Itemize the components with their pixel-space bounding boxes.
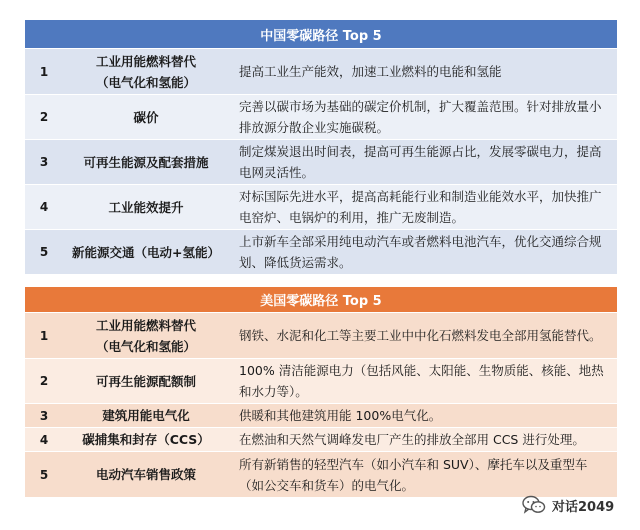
row-number: 2 [25,95,63,140]
pathway-name-line2: （电气化和氢能） [95,338,196,354]
pathway-name-line2: （电气化和氢能） [95,74,196,90]
pathway-name [63,49,229,95]
pathway-description: 供暖和其他建筑用能 100%电气化。 [229,404,617,428]
pathway-name: 碳捕集和封存（CCS） [63,428,229,452]
row-number: 1 [25,313,63,359]
watermark [522,492,632,518]
pathway-name: 电动汽车销售政策 [63,452,229,498]
pathway-name: 可再生能源配额制 [63,359,229,404]
china-table-title-row [25,20,617,49]
pathway-name: 建筑用能电气化 [63,404,229,428]
table-row [25,185,617,230]
table-row [25,230,617,275]
pathway-description: 完善以碳市场为基础的碳定价机制，扩大覆盖范围。针对排放量小排放源分散企业实施碳税。 [229,95,617,140]
row-number: 4 [25,185,63,230]
table-row [25,359,617,404]
pathway-description: 100% 清洁能源电力（包括风能、太阳能、生物质能、核能、地热和水力等）。 [229,359,617,404]
pathway-description: 所有新销售的轻型汽车（如小汽车和 SUV）、摩托车以及重型车（如公交车和货车）的电气化。 [229,452,617,498]
pathway-description: 对标国际先进水平，提高高耗能行业和制造业能效水平，加快推广电窑炉、电锅炉的利用，推广无废制造。 [229,185,617,230]
pathway-description: 钢铁、水泥和化工等主要工业中中化石燃料发电全部用氢能替代。 [229,313,617,359]
table-row [25,428,617,452]
us-zero-carbon-table [25,287,617,498]
row-number: 4 [25,428,63,452]
pathway-name: 碳价 [63,95,229,140]
pathway-name [63,313,229,359]
row-number: 5 [25,230,63,275]
table-row [25,404,617,428]
us-table-title-row [25,287,617,313]
row-number: 5 [25,452,63,498]
table-row [25,49,617,95]
table-row [25,313,617,359]
pathway-name-line1: 工业用能燃料替代 [95,53,196,69]
watermark-text: 对话2049 [552,499,615,515]
row-number: 2 [25,359,63,404]
pathway-description: 上市新车全部采用纯电动汽车或者燃料电池汽车，优化交通综合规划、降低货运需求。 [229,230,617,275]
wechat-icon [522,494,546,516]
table-row [25,140,617,185]
table-row [25,452,617,498]
us-table-title: 美国零碳路径 Top 5 [25,287,617,313]
row-number: 3 [25,140,63,185]
table-row [25,95,617,140]
pathway-description: 提高工业生产能效，加速工业燃料的电能和氢能 [229,49,617,95]
row-number: 1 [25,49,63,95]
pathway-name: 可再生能源及配套措施 [63,140,229,185]
pathway-name: 新能源交通（电动+氢能） [63,230,229,275]
pathway-name-line1: 工业用能燃料替代 [95,317,196,333]
china-table-title: 中国零碳路径 Top 5 [25,20,617,49]
row-number: 3 [25,404,63,428]
pathway-description: 在燃油和天然气调峰发电厂产生的排放全部用 CCS 进行处理。 [229,428,617,452]
china-zero-carbon-table [25,20,617,275]
pathway-name: 工业能效提升 [63,185,229,230]
pathway-description: 制定煤炭退出时间表，提高可再生能源占比，发展零碳电力，提高电网灵活性。 [229,140,617,185]
